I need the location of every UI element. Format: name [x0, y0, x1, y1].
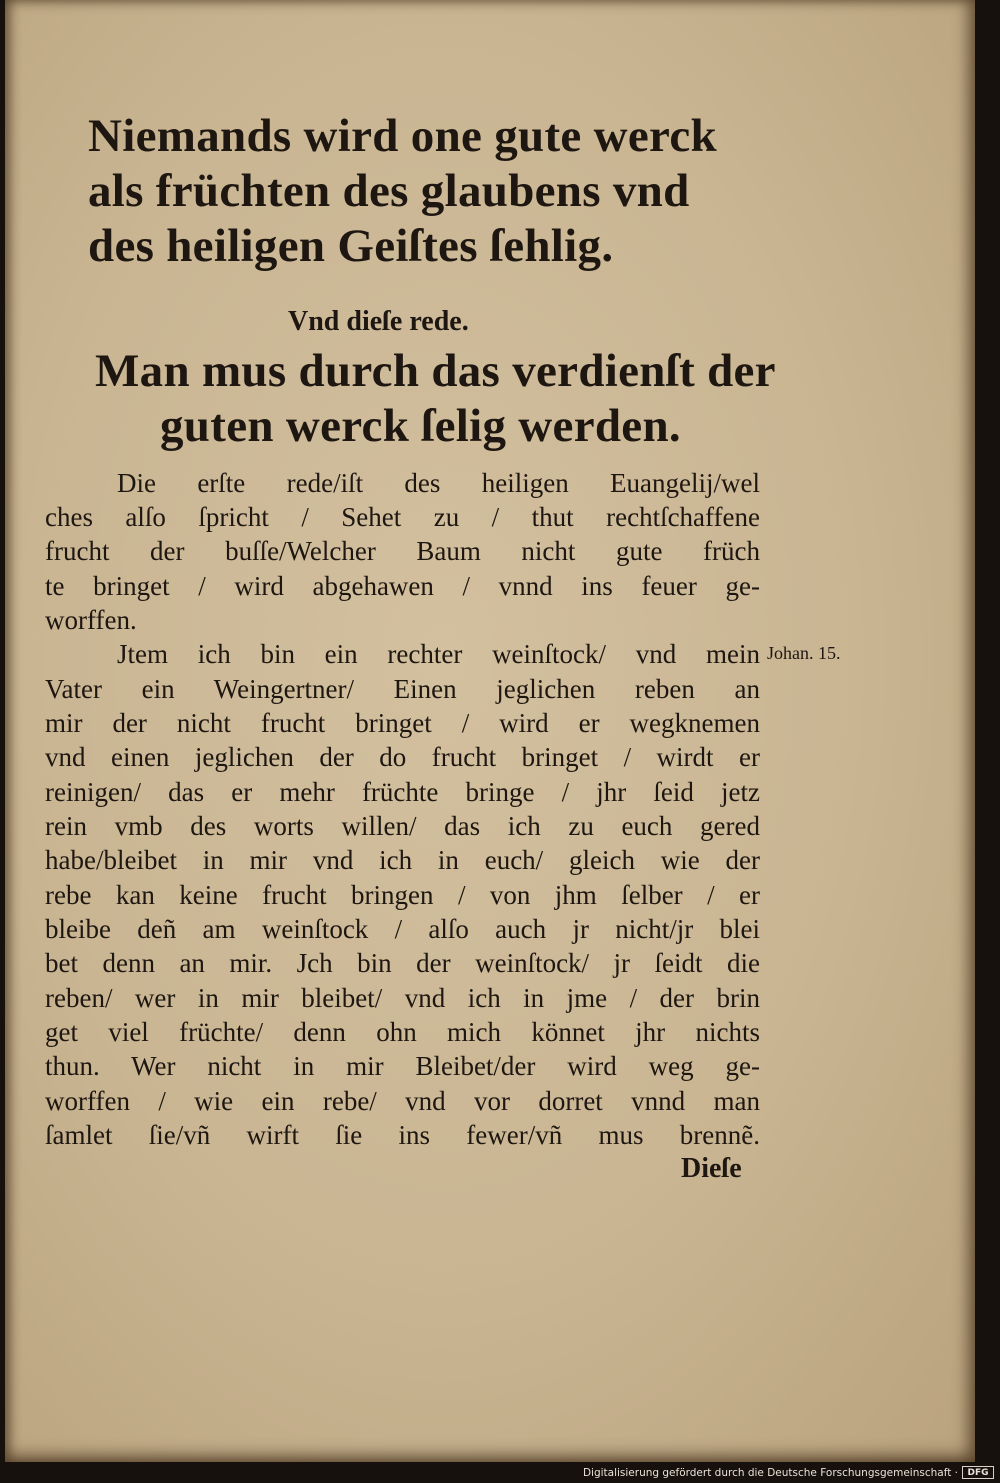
margin-note: Johan. 15. [767, 643, 841, 663]
body-line: rein vmb des worts willen/ das ich zu euch gered [45, 811, 760, 841]
body-line: Jtem ich bin ein rechter weinſtock/ vnd mein [117, 639, 760, 669]
body-line: reinigen/ das er mehr früchte bringe / jhr ſeid jetz [45, 777, 760, 807]
body-line: reben/ wer in mir bleibet/ vnd ich in jme / der brin [45, 983, 760, 1013]
body-line: worffen / wie ein rebe/ vnd vor dorret vnnd man [45, 1086, 760, 1116]
body-line: bleibe deñ am weinſtock / alſo auch jr nicht/jr blei [45, 914, 760, 944]
heading2-line-1: Man mus durch das verdienſt der [95, 345, 776, 397]
body-line: get viel früchte/ denn ohn mich könnet jhr nichts [45, 1017, 760, 1047]
heading-line-2: als früchten des glaubens vnd [88, 165, 690, 217]
dfg-logo: DFG [962, 1466, 994, 1479]
body-line: worffen. [45, 605, 137, 635]
subheading: Vnd dieſe rede. [288, 306, 469, 337]
body-line: te bringet / wird abgehawen / vnnd ins feuer ge- [45, 571, 760, 601]
body-line: ſamlet ſie/vñ wirft ſie ins fewer/vñ mus brennẽ. [45, 1120, 760, 1150]
body-line: rebe kan keine frucht bringen / von jhm ſelber / er [45, 880, 760, 910]
heading-line-1: Niemands wird one gute werck [88, 110, 717, 162]
heading2-line-2: guten werck ſelig werden. [160, 400, 681, 452]
body-line: bet denn an mir. Jch bin der weinſtock/ jr ſeidt die [45, 948, 760, 978]
body-line: mir der nicht frucht bringet / wird er wegknemen [45, 708, 760, 738]
body-line: vnd einen jeglichen der do frucht bringet / wirdt er [45, 742, 760, 772]
scanned-page [5, 0, 975, 1462]
body-line: frucht der buſſe/Welcher Baum nicht gute früch [45, 536, 760, 566]
body-line: thun. Wer nicht in mir Bleibet/der wird weg ge- [45, 1051, 760, 1081]
body-line: ches alſo ſpricht / Sehet zu / thut rechtſchaffene [45, 502, 760, 532]
catchword: Dieſe [681, 1153, 742, 1184]
body-line: habe/bleibet in mir vnd ich in euch/ gleich wie der [45, 845, 760, 875]
body-line: Die erſte rede/iſt des heiligen Euangelij/wel [117, 468, 760, 498]
footer-credit: Digitalisierung gefördert durch die Deutsche Forschungsgemeinschaft · [582, 1467, 958, 1479]
heading-line-3: des heiligen Geiſtes ſehlig. [88, 220, 614, 272]
body-line: Vater ein Weingertner/ Einen jeglichen reben an [45, 674, 760, 704]
